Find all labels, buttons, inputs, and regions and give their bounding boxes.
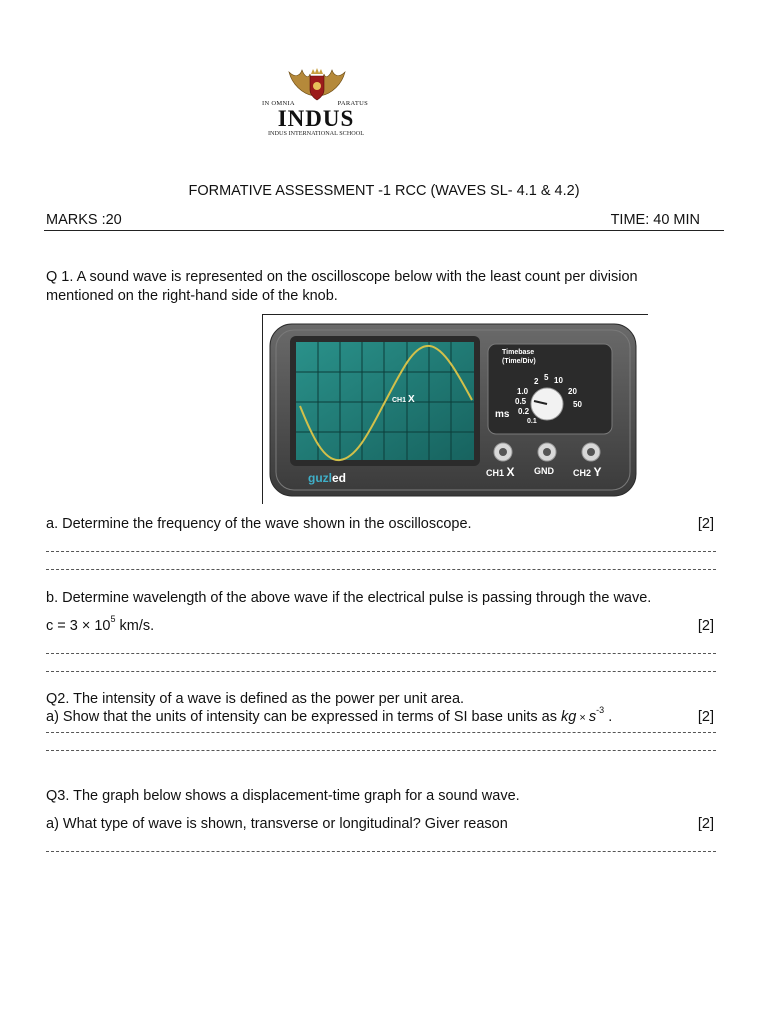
brand-part-b: ed xyxy=(332,471,347,485)
answer-line xyxy=(46,551,716,552)
q1b-speed-exp: 5 xyxy=(110,614,116,624)
answer-line xyxy=(46,569,716,570)
q3-text: Q3. The graph below shows a displacement-time graph for a sound wave. xyxy=(46,788,520,804)
answer-line xyxy=(46,851,716,852)
q3a-text: a) What type of wave is shown, transverse or longitudinal? Giver reason xyxy=(46,816,508,832)
knob-value: 2 xyxy=(534,377,539,386)
q2a-unit-s: s xyxy=(588,709,597,725)
answer-line xyxy=(46,750,716,751)
q1-text-line1: Q 1. A sound wave is represented on the oscilloscope below with the least count per division xyxy=(46,269,638,285)
port-gnd-label: GND xyxy=(534,466,554,476)
answer-line xyxy=(46,653,716,654)
ch1-screen-x: X xyxy=(407,394,415,405)
port-ch2-label: CH2 xyxy=(573,468,592,478)
logo-name: INDUS xyxy=(277,106,355,131)
time-label: TIME: 40 MIN xyxy=(610,212,700,228)
q1b-text: b. Determine wavelength of the above wave if the electrical pulse is passing through the wave. xyxy=(46,590,652,606)
page-title: FORMATIVE ASSESSMENT -1 RCC (WAVES SL- 4.1 & 4.2) xyxy=(188,183,580,199)
q3a-marks: [2] xyxy=(697,816,714,832)
q2a-marks: [2] xyxy=(697,709,714,725)
knob-value: 20 xyxy=(568,387,577,396)
q1b-speed-prefix: c = 3 × 10 xyxy=(46,618,111,634)
q1b-speed xyxy=(46,614,155,635)
timebase-sublabel: (Time/Div) xyxy=(502,358,536,365)
port-ch1-x: X xyxy=(506,465,515,479)
header-rule xyxy=(44,230,724,231)
brand-part-a: guzl xyxy=(308,471,332,485)
knob-value: 10 xyxy=(554,376,563,385)
q1a-text: a. Determine the frequency of the wave shown in the oscilloscope. xyxy=(46,516,472,532)
q2a-unit-kg: kg xyxy=(561,709,577,725)
brand-logo xyxy=(308,471,346,485)
q1-text-line2: mentioned on the right-hand side of the knob. xyxy=(46,288,338,304)
q2a-text-main: a) Show that the units of intensity can be expressed in terms of SI base units as xyxy=(46,709,562,725)
logo-motto-left: IN OMNIA xyxy=(262,100,295,107)
knob-value: 0.2 xyxy=(518,407,530,416)
answer-line xyxy=(46,732,716,733)
q1a-marks: [2] xyxy=(697,516,714,532)
knob-value: 0.1 xyxy=(527,418,537,425)
q2a-unit-end: . xyxy=(604,709,613,725)
q2-text: Q2. The intensity of a wave is defined as the power per unit area. xyxy=(46,691,465,707)
knob-value: 0.5 xyxy=(515,397,527,406)
q1b-speed-suffix: km/s. xyxy=(115,618,155,634)
port-ch2-y: Y xyxy=(593,465,602,479)
knob-value: 5 xyxy=(544,373,549,382)
port-ch1-label: CH1 xyxy=(486,468,505,478)
ch1-screen-label: CH1 xyxy=(392,397,407,404)
q1b-marks: [2] xyxy=(697,618,714,634)
q2a-unit-times: × xyxy=(576,712,589,724)
marks-label: MARKS :20 xyxy=(46,212,122,228)
answer-line xyxy=(46,671,716,672)
q2a-text xyxy=(46,705,613,727)
q2a-unit-exp: -3 xyxy=(596,705,605,715)
logo-school: INDUS INTERNATIONAL SCHOOL xyxy=(267,130,364,137)
timebase-label: Timebase xyxy=(502,349,535,356)
knob-value: 1.0 xyxy=(517,387,529,396)
logo-motto-right: PARATUS xyxy=(337,100,368,107)
timebase-unit: ms xyxy=(495,409,510,420)
knob-value: 50 xyxy=(573,400,582,409)
oscilloscope-figure xyxy=(262,314,648,504)
school-logo xyxy=(262,66,372,140)
